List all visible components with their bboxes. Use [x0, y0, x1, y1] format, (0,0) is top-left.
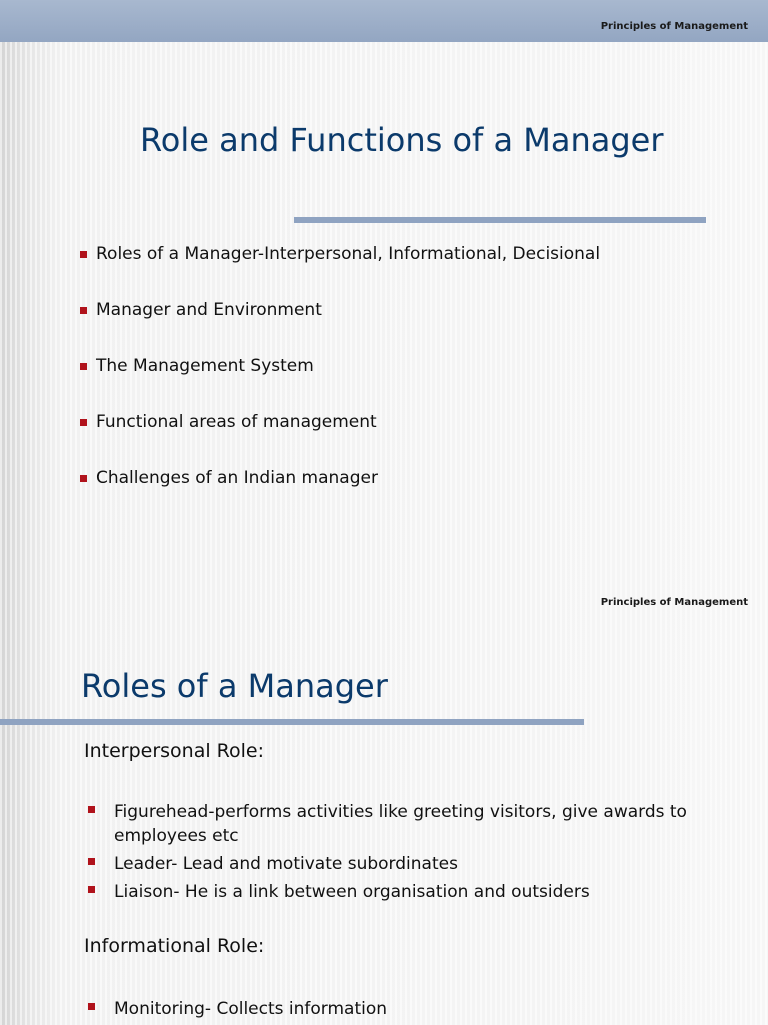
list-item: [88, 852, 748, 876]
informational-bullet-list: [88, 997, 748, 1025]
slide-title: Roles of a Manager: [81, 667, 388, 705]
slide-header-label: Principles of Management: [600, 597, 748, 608]
interpersonal-role-heading: Interpersonal Role:: [84, 740, 265, 762]
list-item: [78, 356, 600, 412]
title-underline: [0, 719, 584, 725]
list-item-text: Roles of a Manager-Interpersonal, Informational, Decisional: [96, 244, 601, 264]
bullet-square-icon: [80, 363, 87, 370]
bullet-square-icon: [88, 1003, 95, 1010]
list-item: [88, 800, 748, 848]
bullet-square-icon: [88, 886, 95, 893]
list-item-text: Manager and Environment: [96, 300, 322, 320]
list-item-text: Liaison- He is a link between organisation and outsiders: [114, 882, 590, 902]
list-item: [78, 412, 600, 468]
list-item-text: Figurehead-performs activities like greeting visitors, give awards to employees etc: [114, 802, 687, 846]
slide-2: [0, 578, 768, 1024]
bullet-square-icon: [80, 307, 87, 314]
bullet-square-icon: [80, 475, 87, 482]
list-item-text: Functional areas of management: [96, 412, 377, 432]
bullet-square-icon: [80, 419, 87, 426]
slide-header-label: Principles of Management: [600, 21, 748, 32]
list-item: [88, 880, 748, 904]
title-underline: [294, 217, 706, 223]
list-item: [78, 300, 600, 356]
list-item-text: Leader- Lead and motivate subordinates: [114, 854, 458, 874]
list-item: [88, 997, 748, 1021]
list-item-text: The Management System: [96, 356, 314, 376]
bullet-square-icon: [88, 806, 95, 813]
bullet-square-icon: [80, 251, 87, 258]
interpersonal-bullet-list: [88, 800, 748, 908]
bullet-list: [78, 244, 600, 524]
list-item-text: Monitoring- Collects information: [114, 999, 388, 1019]
bullet-square-icon: [88, 858, 95, 865]
list-item: [78, 468, 600, 524]
informational-role-heading: Informational Role:: [84, 935, 265, 957]
list-item-text: Challenges of an Indian manager: [96, 468, 378, 488]
list-item: [78, 244, 600, 300]
slide-title: Role and Functions of a Manager: [140, 121, 664, 159]
